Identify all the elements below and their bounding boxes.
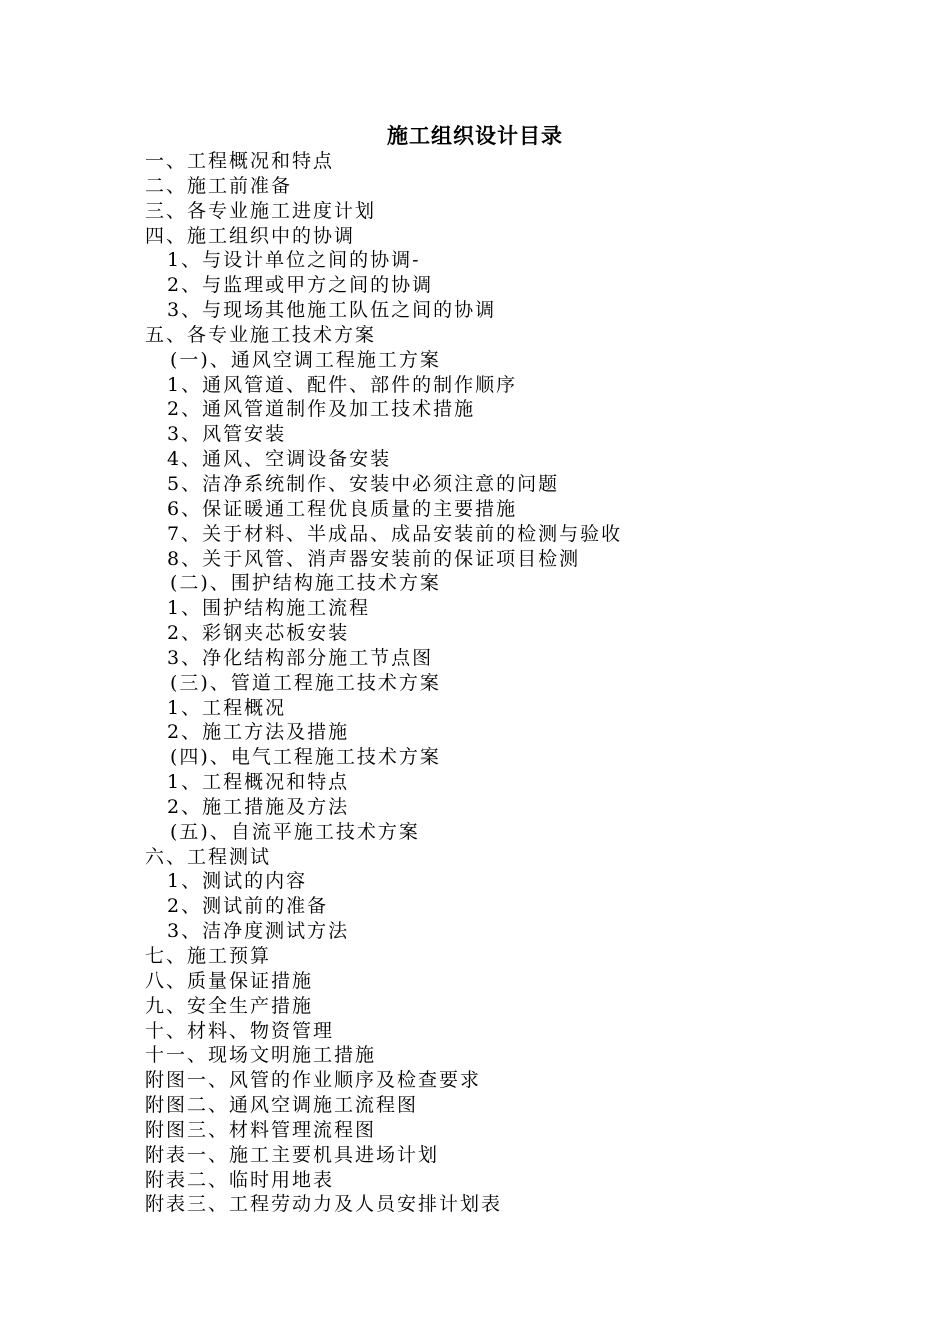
toc-section-entry: 四、施工组织中的协调: [145, 224, 356, 247]
toc-subsection-entry: 2、施工方法及措施: [167, 721, 350, 744]
toc-subsection-entry: 7、关于材料、半成品、成品安装前的检测与验收: [167, 522, 623, 545]
toc-subsection-entry: 2、施工措施及方法: [167, 795, 350, 818]
toc-section-entry: 附图三、材料管理流程图: [145, 1118, 377, 1141]
toc-subsection-entry: 1、工程概况和特点: [167, 771, 350, 794]
toc-section-entry: 十、材料、物资管理: [145, 1019, 335, 1042]
toc-subsection-entry: 1、工程概况: [167, 696, 287, 719]
toc-subsection-entry: 2、与监理或甲方之间的协调: [167, 274, 434, 297]
toc-section-entry: 附表二、临时用地表: [145, 1168, 335, 1191]
toc-subsection-entry: 3、风管安装: [167, 423, 287, 446]
toc-section-entry: 附表一、施工主要机具进场计划: [145, 1143, 440, 1166]
toc-section-entry: 九、安全生产措施: [145, 994, 314, 1017]
toc-subsection-entry: 1、测试的内容: [167, 870, 308, 893]
toc-subsection-entry: (五)、自流平施工技术方案: [170, 820, 420, 843]
toc-subsection-entry: 8、关于风管、消声器安装前的保证项目检测: [167, 547, 581, 570]
toc-section-entry: 五、各专业施工技术方案: [145, 323, 377, 346]
toc-subsection-entry: 1、通风管道、配件、部件的制作顺序: [167, 373, 518, 396]
toc-subsection-entry: 2、彩钢夹芯板安装: [167, 622, 350, 645]
table-of-contents: [145, 149, 622, 1217]
toc-section-entry: 六、工程测试: [145, 845, 272, 868]
toc-subsection-entry: 3、与现场其他施工队伍之间的协调: [167, 299, 497, 322]
toc-section-entry: 三、各专业施工进度计划: [145, 199, 377, 222]
toc-section-entry: 二、施工前准备: [145, 174, 293, 197]
toc-subsection-entry: 1、围护结构施工流程: [167, 597, 371, 620]
toc-subsection-entry: 2、测试前的准备: [167, 895, 329, 918]
toc-subsection-entry: 5、洁净系统制作、安装中必须注意的问题: [167, 472, 560, 495]
page-title: 施工组织设计目录: [387, 123, 563, 148]
toc-subsection-entry: 3、净化结构部分施工节点图: [167, 646, 434, 669]
toc-subsection-entry: (一)、通风空调工程施工方案: [170, 348, 441, 371]
toc-section-entry: 十一、现场文明施工措施: [145, 1044, 377, 1067]
toc-subsection-entry: 6、保证暖通工程优良质量的主要措施: [167, 497, 518, 520]
toc-subsection-entry: (三)、管道工程施工技术方案: [170, 671, 441, 694]
toc-section-entry: 附图一、风管的作业顺序及检查要求: [145, 1069, 482, 1092]
toc-subsection-entry: 3、洁净度测试方法: [167, 920, 350, 943]
toc-subsection-entry: 1、与设计单位之间的协调-: [167, 249, 421, 272]
toc-section-entry: 一、工程概况和特点: [145, 150, 335, 172]
toc-section-entry: 附表三、工程劳动力及人员安排计划表: [145, 1193, 503, 1216]
toc-subsection-entry: 2、通风管道制作及加工技术措施: [167, 398, 476, 421]
toc-section-entry: 七、施工预算: [145, 945, 272, 967]
toc-subsection-entry: 4、通风、空调设备安装: [167, 448, 392, 471]
toc-subsection-entry: (二)、围护结构施工技术方案: [170, 572, 441, 595]
toc-section-entry: 八、质量保证措施: [145, 969, 314, 992]
toc-section-entry: 附图二、通风空调施工流程图: [145, 1094, 419, 1117]
toc-subsection-entry: (四)、电气工程施工技术方案: [170, 746, 441, 769]
